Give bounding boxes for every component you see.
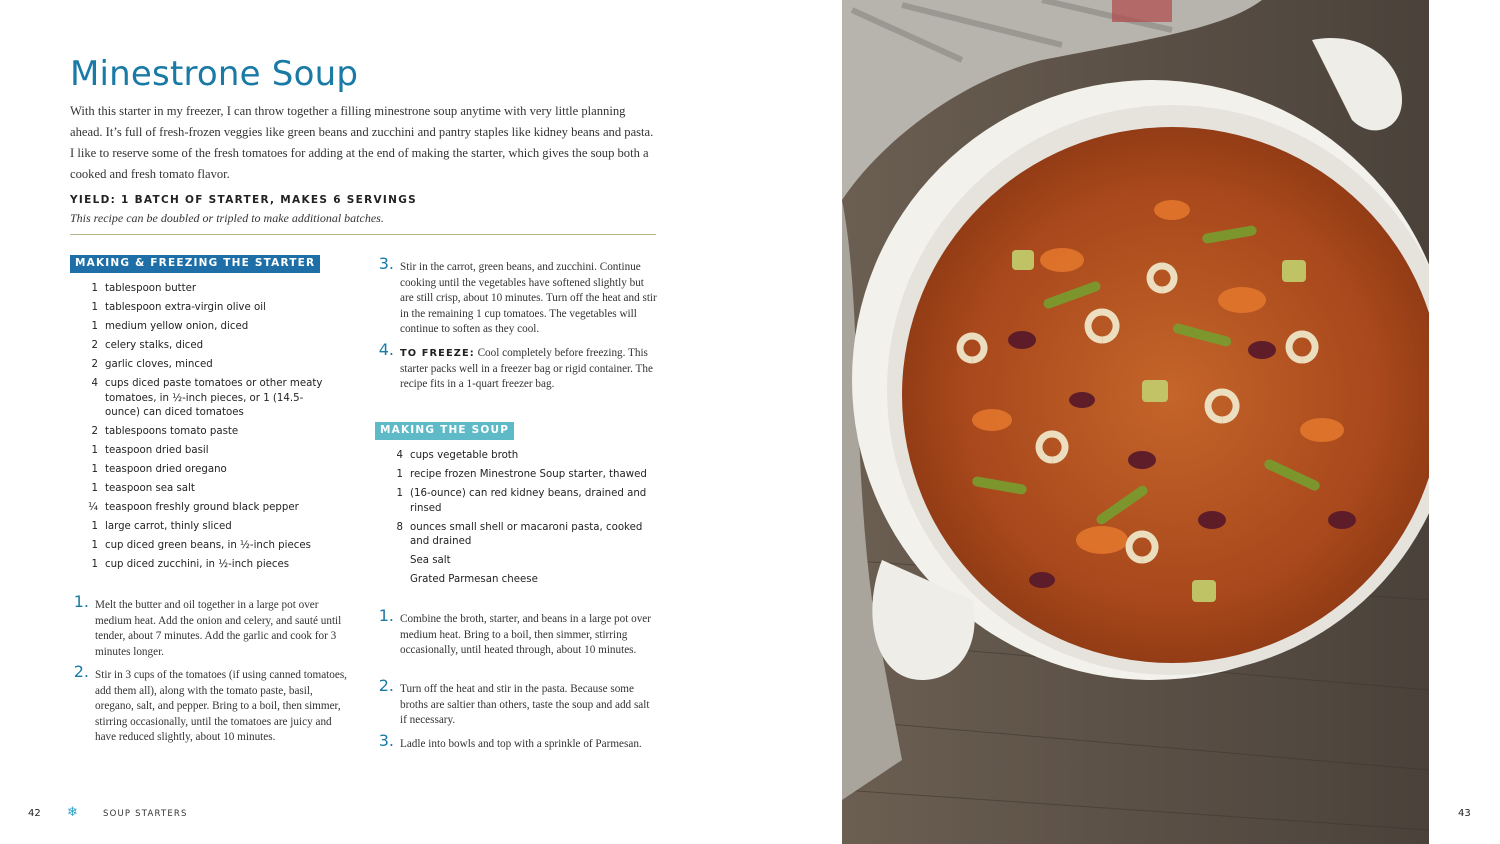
to-freeze-text: Cool completely before freezing. This starter packs well in a freezer bag or rigid container. The recipe fits in a 1-quart freezer bag. (400, 347, 653, 391)
ingredient-text: cup diced green beans, in ½-inch pieces (105, 540, 311, 551)
ingredient-text: Grated Parmesan cheese (410, 574, 538, 585)
ingredient-item (70, 358, 330, 373)
soup-step-3 (378, 731, 658, 753)
ingredient-item (70, 301, 330, 316)
page-number-left: 42 (28, 808, 41, 819)
ingredient-text: tablespoon extra-virgin olive oil (105, 302, 266, 313)
ingredient-item (70, 444, 330, 459)
ingredient-qty: 2 (91, 340, 98, 351)
ingredient-item (375, 573, 650, 588)
ingredient-item (70, 339, 330, 354)
starter-step-1 (73, 592, 350, 660)
ingredient-text: large carrot, thinly sliced (105, 521, 232, 532)
step-number: 2. (73, 662, 89, 681)
ingredient-text: cup diced zucchini, in ½-inch pieces (105, 559, 290, 570)
ingredient-text: ounces small shell or macaroni pasta, cooked and drained (410, 521, 643, 547)
ingredient-text: teaspoon freshly ground black pepper (105, 502, 299, 513)
step-number: 2. (378, 676, 394, 695)
to-freeze-lead: TO FREEZE: (400, 348, 475, 359)
ingredient-text: Sea salt (410, 555, 451, 566)
recipe-intro: With this starter in my freezer, I can throw together a filling minestrone soup anytime with very little planning ahead. It’s full of fresh-frozen veggies like green beans and zucchini and pantry staples like kidney beans and pasta. I like to reserve some of the fresh tomatoes for adding at the end of making the starter, which gives the soup both a cooked and fresh tomato flavor. (70, 104, 654, 181)
running-footer-section: SOUP STARTERS (103, 809, 188, 819)
step-number: 1. (378, 606, 394, 625)
step-text (400, 346, 658, 393)
step-text: Ladle into bowls and top with a sprinkle of Parmesan. (400, 738, 642, 750)
step-text: Melt the butter and oil together in a large pot over medium heat. Add the onion and celery, and sauté until tender, about 7 minutes. Add the garlic and cook for 3 minutes longer. (95, 599, 342, 658)
page-number-right: 43 (1458, 808, 1471, 819)
ingredient-item (375, 449, 650, 464)
yield-note: This recipe can be doubled or tripled to make additional batches. (70, 211, 384, 225)
ingredient-qty: 1 (91, 283, 98, 294)
ingredient-item (70, 425, 330, 440)
ingredient-qty: 1 (91, 302, 98, 313)
ingredient-text: cups vegetable broth (410, 450, 519, 461)
ingredient-item (70, 558, 330, 573)
ingredient-text: cups diced paste tomatoes or other meaty tomatoes, in ½-inch pieces, or 1 (14.5-ounce) can diced tomatoes (105, 378, 323, 418)
ingredient-qty: 2 (91, 359, 98, 370)
step-text: Turn off the heat and stir in the pasta. Because some broths are saltier than others, taste the soup and add salt if necessary. (400, 683, 650, 727)
ingredient-item (70, 501, 330, 516)
step-number: 3. (378, 731, 394, 750)
ingredient-qty: 1 (396, 469, 403, 480)
ingredient-item (70, 377, 330, 421)
ingredient-qty: 1 (91, 559, 98, 570)
step-text: Stir in 3 cups of the tomatoes (if using canned tomatoes, add them all), along with the tomato paste, basil, oregano, salt, and pepper. Bring to a boil, then simmer, stirring occasionally, until the tomatoes are juicy and have reduced slightly, about 10 minutes. (95, 669, 347, 744)
ingredient-qty: 8 (396, 521, 403, 533)
photo-illustration (842, 0, 1429, 844)
ingredient-item (70, 320, 330, 335)
step-text: Stir in the carrot, green beans, and zucchini. Continue cooking until the vegetables have softened slightly but are still crisp, about 10 minutes. Turn off the heat and stir in the remaining 1 cup tomatoes. The vegetables will continue to soften as they cool. (400, 261, 657, 336)
ingredient-text: teaspoon sea salt (105, 483, 195, 494)
ingredient-text: teaspoon dried oregano (105, 464, 227, 475)
ingredient-qty: 1 (91, 521, 98, 532)
starter-ingredient-list (70, 282, 330, 577)
ingredient-item (375, 468, 650, 483)
step-number: 3. (378, 254, 394, 273)
ingredient-item (70, 539, 330, 554)
ingredient-text: (16-ounce) can red kidney beans, drained and rinsed (410, 488, 647, 514)
recipe-title: Minestrone Soup (70, 54, 359, 94)
starter-step-4 (378, 340, 658, 393)
snowflake-icon: ❄ (67, 805, 78, 820)
section-label-starter: MAKING & FREEZING THE STARTER (70, 255, 320, 273)
ingredient-text: teaspoon dried basil (105, 445, 209, 456)
ingredient-text: garlic cloves, minced (105, 359, 213, 370)
step-number: 1. (73, 592, 89, 611)
ingredient-qty: 1 (91, 483, 98, 494)
soup-ingredient-list (375, 449, 650, 592)
section-divider (70, 234, 656, 235)
ingredient-text: tablespoons tomato paste (105, 426, 239, 437)
ingredient-qty: 1 (91, 464, 98, 475)
step-text: Combine the broth, starter, and beans in a large pot over medium heat. Bring to a boil, then simmer, stirring occasionally, until heated through, about 10 minutes. (400, 613, 651, 657)
starter-step-2 (73, 662, 350, 746)
section-label-soup: MAKING THE SOUP (375, 422, 514, 440)
soup-step-1 (378, 606, 658, 659)
ingredient-item (375, 487, 650, 516)
ingredient-item (70, 520, 330, 535)
ingredient-qty: 1 (91, 321, 98, 332)
ingredient-item (70, 282, 330, 297)
ingredient-item (375, 521, 650, 550)
step-number: 4. (378, 340, 394, 359)
ingredient-qty: 1 (396, 488, 403, 499)
ingredient-text: recipe frozen Minestrone Soup starter, thawed (410, 469, 647, 480)
ingredient-text: celery stalks, diced (105, 340, 204, 351)
ingredient-qty: 4 (91, 378, 98, 389)
ingredient-item (375, 554, 650, 569)
ingredient-text: medium yellow onion, diced (105, 321, 249, 332)
ingredient-qty: 1 (91, 540, 98, 551)
soup-pot-photo (842, 0, 1429, 844)
ingredient-qty: 2 (91, 426, 98, 437)
recipe-yield: YIELD: 1 BATCH OF STARTER, MAKES 6 SERVINGS (70, 194, 417, 206)
ingredient-qty: 1 (91, 445, 98, 456)
ingredient-item (70, 463, 330, 478)
ingredient-qty: ¼ (88, 502, 98, 513)
ingredient-qty: 4 (396, 450, 403, 461)
ingredient-text: tablespoon butter (105, 283, 197, 294)
starter-step-3 (378, 254, 658, 338)
ingredient-item (70, 482, 330, 497)
soup-step-2 (378, 676, 658, 729)
